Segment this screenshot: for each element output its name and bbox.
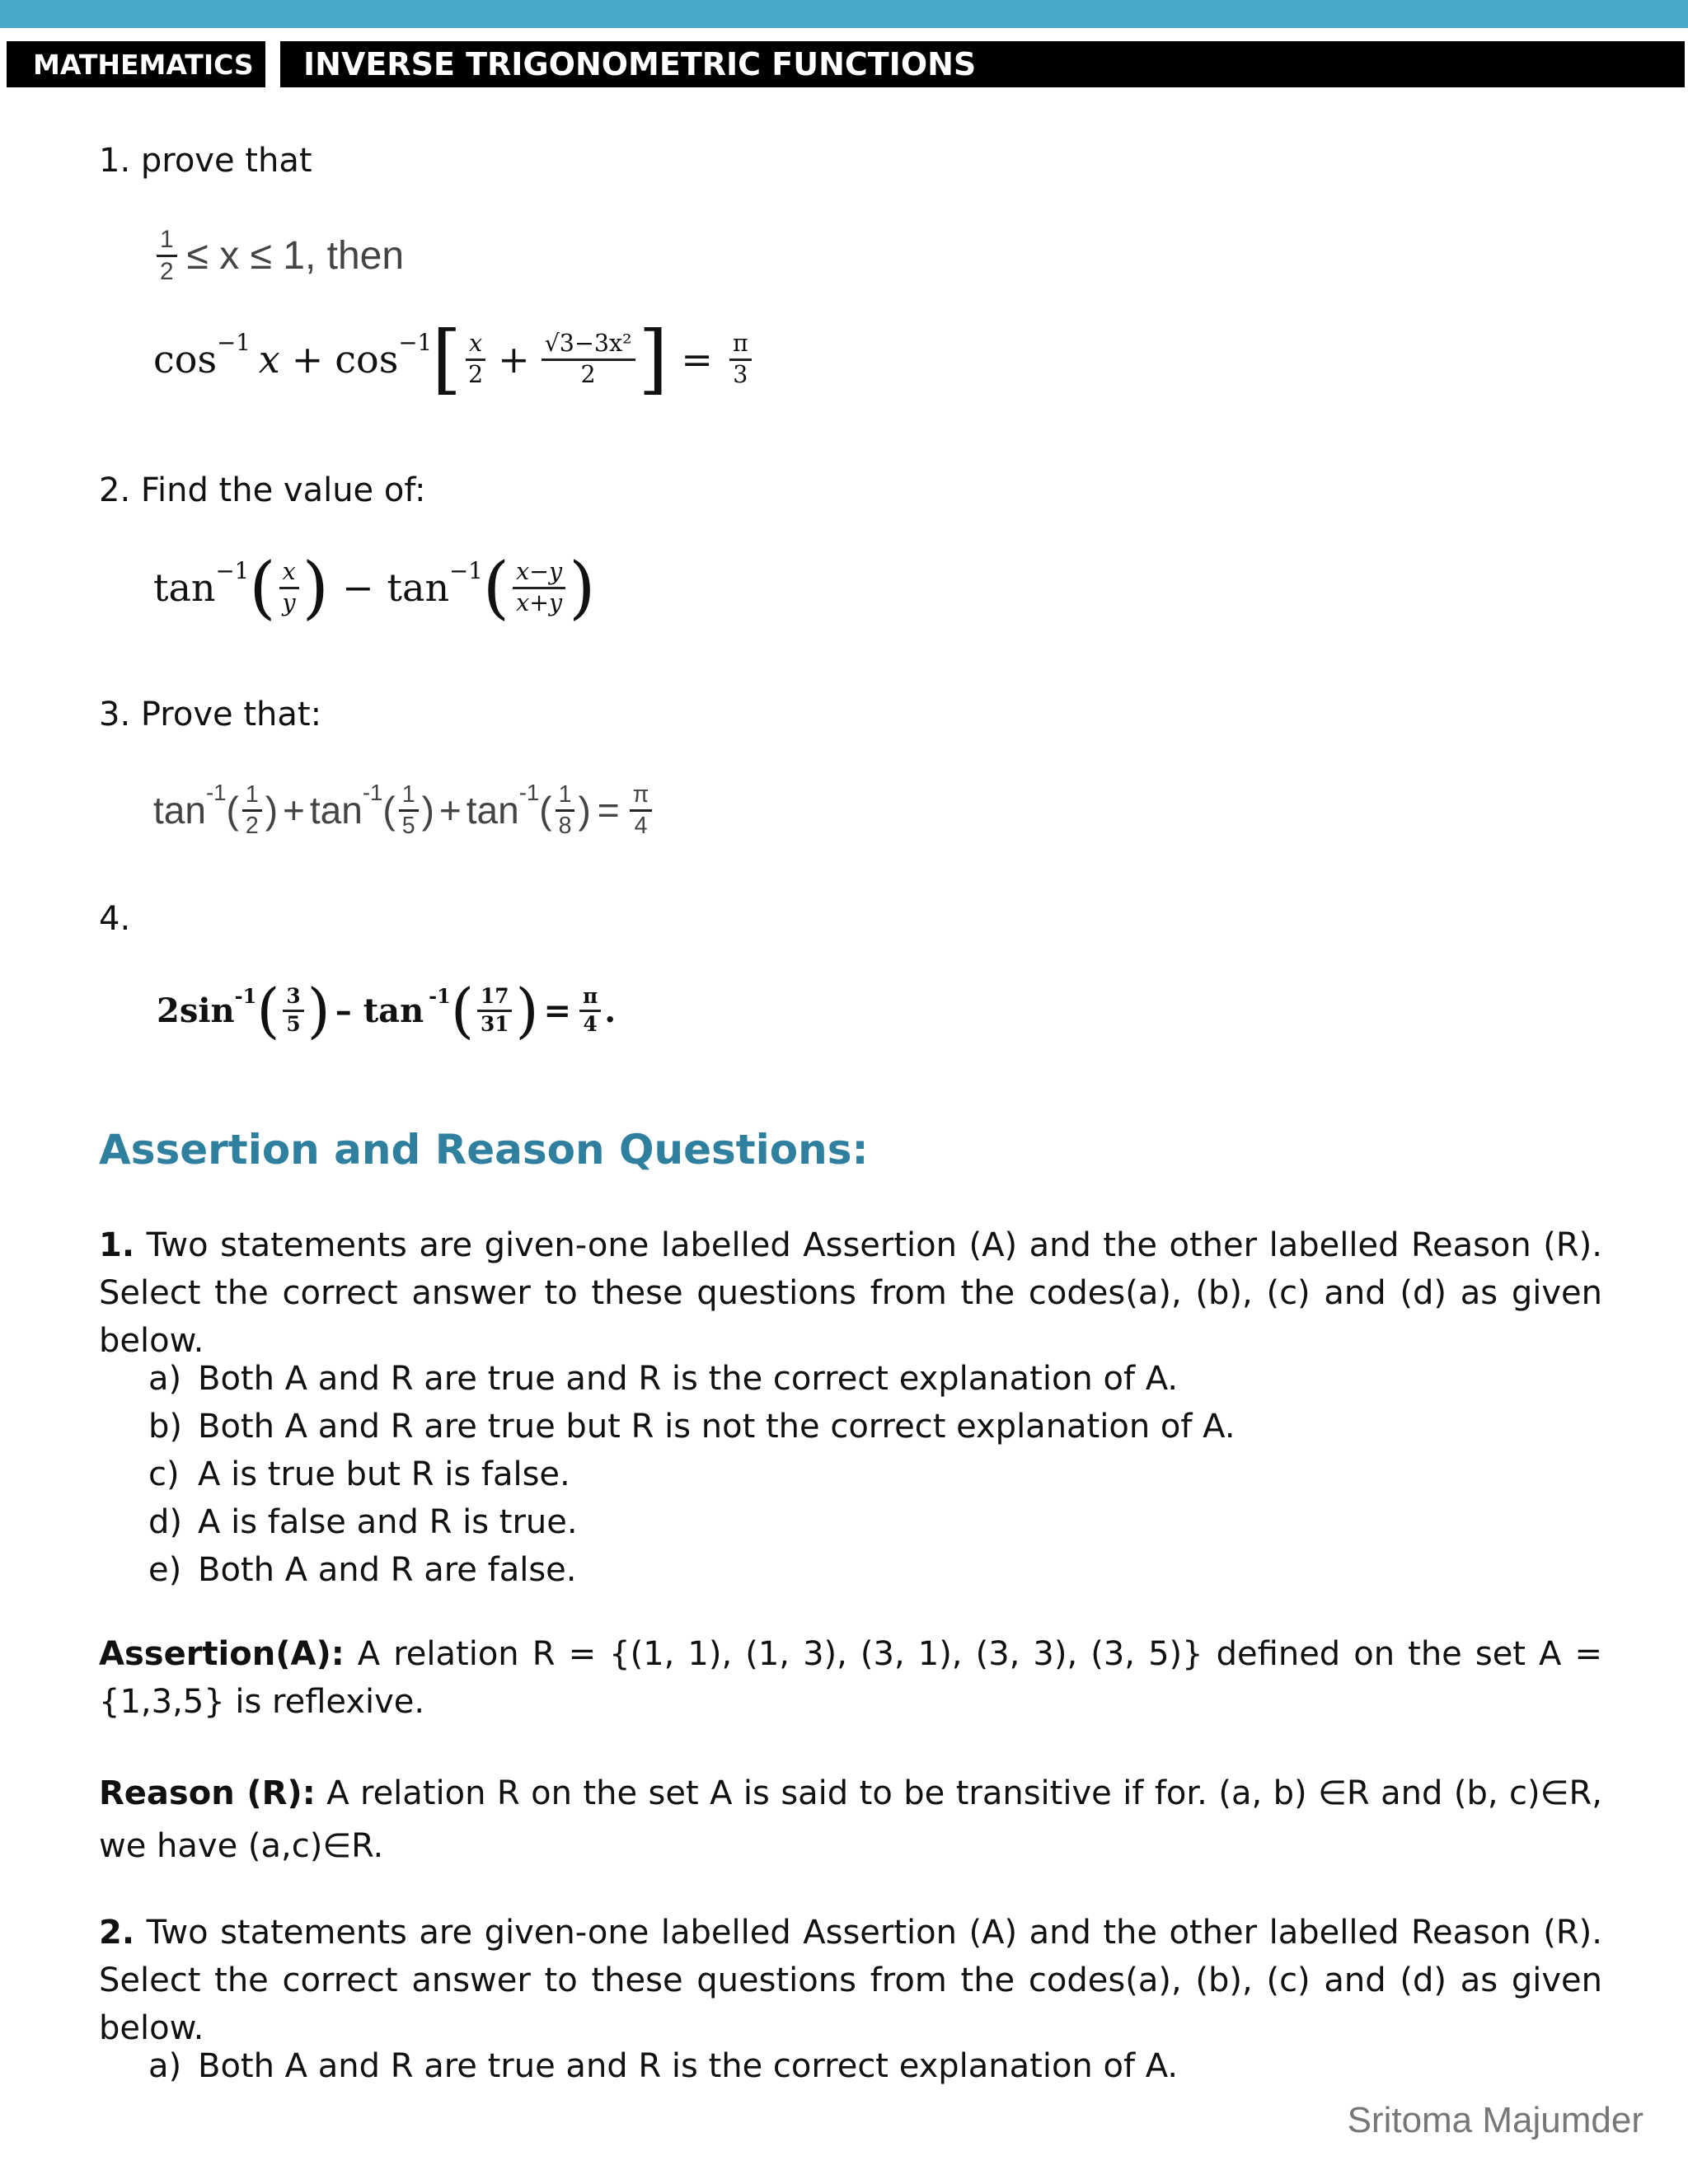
subject-label: MATHEMATICS — [7, 41, 265, 87]
section-heading: Assertion and Reason Questions: — [99, 1126, 869, 1174]
assertion-statement: Assertion(A): A relation R = {(1, 1), (1, 3), (3, 1), (3, 3), (3, 5)} defined on the set A = {1,3,5} is reflexive. — [99, 1635, 1602, 1721]
option-b: b) Both A and R are true but R is not the correct explanation of A. — [148, 1408, 1236, 1446]
top-accent-bar — [0, 0, 1688, 28]
ar-q1-options — [148, 1355, 1236, 1594]
author-signature: Sritoma Majumder — [1347, 2100, 1643, 2140]
topic-title: INVERSE TRIGONOMETRIC FUNCTIONS — [280, 41, 1685, 87]
option-a: a) Both A and R are true and R is the correct explanation of A. — [148, 1360, 1179, 1398]
q1-equation: cos −1 x + cos −1 [ $\frac{x}{2}$ + $\frac{\text{√3−3x²}}{2}$ ] = $\frac{\pi}{3}$ — [153, 321, 755, 397]
option-c: c) A is true but R is false. — [148, 1455, 570, 1493]
ar-q2-option-a: a) Both A and R are true and R is the correct explanation of A. — [148, 2047, 1179, 2085]
q4-label: 4. — [99, 900, 131, 938]
q2-label: 2. Find the value of: — [99, 471, 426, 509]
q3-label: 3. Prove that: — [99, 696, 322, 733]
q3-equation: tan -1 ( $\frac{1}{2}$ ) + tan -1 ( $\frac{1}{5}$ ) + tan -1 ( $\frac{1}{8}$ ) = $\frac{\pi}{4}$ — [153, 783, 655, 837]
option-e: e) Both A and R are false. — [148, 1551, 577, 1589]
q1-condition: $\frac{1}{2}$ ≤ x ≤ 1, then — [153, 227, 404, 284]
reason-statement: Reason (R): A relation R on the set A is said to be transitive if for. (a, b) ∈R and (b, c)∈R, we have (a,c)∈R. — [99, 1774, 1602, 1865]
q2-expression: tan −1 ( $\frac{x}{y}$ ) − tan −1 ( $\frac{x-y}{x+y}$ ) — [153, 547, 596, 627]
option-d: d) A is false and R is true. — [148, 1503, 578, 1541]
q1-label: 1. prove that — [99, 142, 312, 180]
ar-q1-text: 1. Two statements are given-one labelled Assertion (A) and the other labelled Reason (R). Select the correct answer to these questions from the codes(a), (b), (c) and (d) as given below. — [99, 1226, 1603, 1360]
ar-q2-text: 2. Two statements are given-one labelled Assertion (A) and the other labelled Reason (R). Select the correct answer to these questions from the codes(a), (b), (c) and (d) as given below. — [99, 1914, 1603, 2047]
q4-equation: 2sin -1 ( $\frac{3}{5}$ ) – tan -1 ( $\frac{17}{31}$ ) = $\frac{\pi}{4}$ . — [157, 976, 617, 1045]
